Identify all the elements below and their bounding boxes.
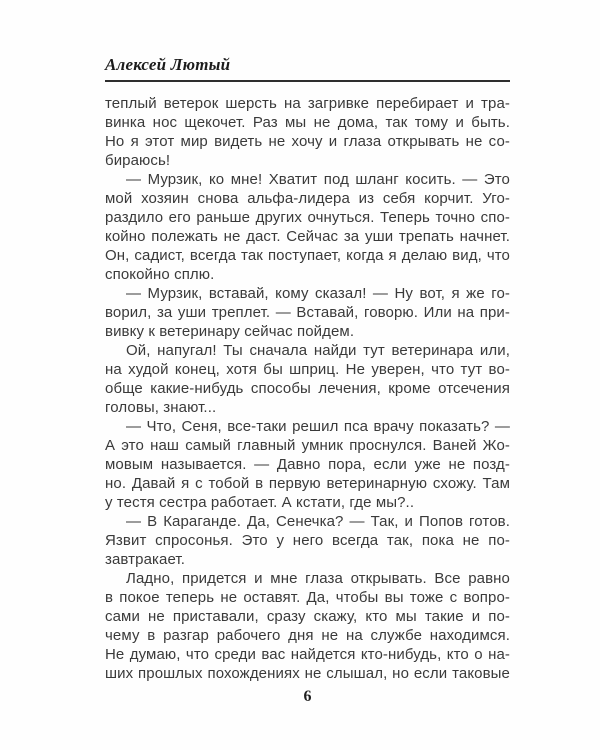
text-line: теплый ветерок шерсть на загривке перебирает и тра- — [105, 95, 510, 112]
text-line: — Что, Сеня, все-таки решил пса врачу показать? — — [126, 418, 510, 435]
text-line: — Мурзик, ко мне! Хватит под шланг косить. — Это — [126, 171, 510, 188]
paragraph — [105, 341, 510, 417]
text-column — [105, 56, 510, 683]
text-line: в покое теперь не оставят. Да, чтобы вы тоже с вопро- — [105, 589, 510, 606]
text-line: ших прошлых похождениях не слышал, но если таковые — [105, 665, 510, 682]
text-line: но. Давай я с тобой в первую ветеринарную схожу. Там — [105, 475, 510, 492]
paragraph — [105, 284, 510, 341]
text-line: обще какие-нибудь способы лечения, кроме отсечения — [105, 380, 510, 397]
text-line: у тестя сестра работает. А кстати, где мы?.. — [105, 494, 415, 511]
text-line: Но я этот мир видеть не хочу и глаза открывать не со- — [105, 133, 510, 150]
text-line: А это наш самый главный умник проснулся. Ваней Жо- — [105, 437, 510, 454]
body-text — [105, 94, 510, 683]
text-line: мой хозяин снова альфа-лидера из себя корчит. Уго- — [105, 190, 510, 207]
text-line: — В Караганде. Да, Сенечка? — Так, и Попов готов. — [126, 513, 510, 530]
page-number: 6 — [303, 688, 312, 705]
text-line: головы, знают... — [105, 399, 217, 416]
text-line: койно полежать не даст. Сейчас за уши трепать начнет. — [105, 228, 510, 245]
text-line: чему в разгар рабочего дня не на службе находимся. — [105, 627, 510, 644]
text-line: Язвит спросонья. Это у него всегда так, пока не по- — [105, 532, 510, 549]
text-line: спокойно сплю. — [105, 266, 215, 283]
paragraph — [105, 94, 510, 170]
text-line: раздило его раньше других очнуться. Теперь точно спо- — [105, 209, 510, 226]
text-line: Не думаю, что среди вас найдется кто-нибудь, кто о на- — [105, 646, 510, 663]
text-line: ворил, за уши треплет. — Вставай, говорю. Или на при- — [105, 304, 510, 321]
text-line: винка нос щекочет. Раз мы не дома, так тому и быть. — [105, 114, 510, 131]
paragraph — [105, 569, 510, 683]
text-line: сами не приставали, сразу скажу, кто мы такие и по- — [105, 608, 510, 625]
text-line: на худой конец, хотя бы шприц. Не уверен, что тут во- — [105, 361, 510, 378]
text-line: бираюсь! — [105, 152, 171, 169]
paragraph — [105, 512, 510, 569]
author-name: Алексей Лютый — [105, 55, 231, 74]
text-line: Ой, напугал! Ты сначала найди тут ветеринара или, — [126, 342, 510, 359]
paragraph — [105, 417, 510, 512]
text-line: завтракает. — [105, 551, 185, 568]
running-header — [105, 56, 510, 82]
text-line: Ладно, придется и мне глаза открывать. Все равно — [126, 570, 510, 587]
text-line: Он, садист, всегда так поступает, когда я делаю вид, что — [105, 247, 510, 264]
text-line: мовым называется. — Давно пора, если уже не позд- — [105, 456, 510, 473]
paragraph — [105, 170, 510, 284]
text-line: вивку к ветеринару сейчас пойдем. — [105, 323, 355, 340]
text-line: — Мурзик, вставай, кому сказал! — Ну вот, я же го- — [126, 285, 510, 302]
